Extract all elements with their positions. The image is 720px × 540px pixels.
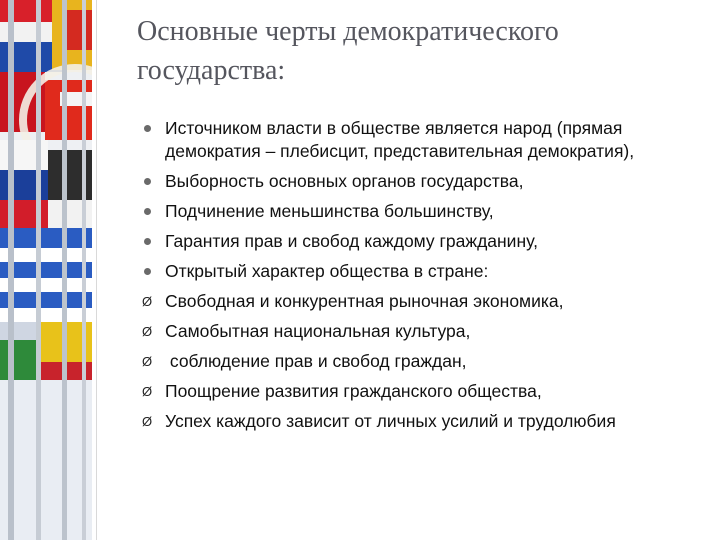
- list-item-text: Гарантия прав и свобод каждому гражданину,: [165, 231, 538, 251]
- arrow-icon: Ø: [142, 324, 153, 339]
- slide-title-line-1: Основные черты демократического: [137, 16, 559, 47]
- list-item: [142, 320, 707, 343]
- slide-divider: [96, 0, 97, 540]
- list-item-text: Свободная и конкурентная рыночная экономика,: [165, 291, 564, 311]
- list-item-text: Успех каждого зависит от личных усилий и трудолюбия: [165, 411, 616, 431]
- arrow-icon: Ø: [142, 414, 153, 429]
- dot-icon: [144, 125, 151, 132]
- list-item-text: Выборность основных органов государства,: [165, 171, 524, 191]
- list-item: [142, 170, 707, 193]
- list-item: [142, 230, 707, 253]
- list-item: [142, 117, 707, 163]
- list-item-text: Поощрение развития гражданского общества,: [165, 381, 542, 401]
- list-item-text: соблюдение прав и свобод граждан,: [165, 351, 467, 371]
- list-item: [142, 350, 707, 373]
- list-item-text: Подчинение меньшинства большинству,: [165, 201, 494, 221]
- list-item: [142, 260, 707, 283]
- list-item-text: Открытый характер общества в стране:: [165, 261, 489, 281]
- arrow-icon: Ø: [142, 354, 153, 369]
- dot-icon: [144, 208, 151, 215]
- dot-icon: [144, 268, 151, 275]
- list-item: [142, 380, 707, 403]
- list-item: [142, 200, 707, 223]
- list-item: [142, 290, 707, 313]
- flags-decoration-image: [0, 0, 92, 540]
- feature-list: [142, 117, 707, 433]
- slide-title: [137, 12, 697, 90]
- arrow-icon: Ø: [142, 294, 153, 309]
- slide-title-line-2: государства:: [137, 55, 286, 86]
- list-item: [142, 410, 707, 433]
- arrow-icon: Ø: [142, 384, 153, 399]
- dot-icon: [144, 178, 151, 185]
- list-item-text: Самобытная национальная культура,: [165, 321, 471, 341]
- dot-icon: [144, 238, 151, 245]
- list-item-text: Источником власти в обществе является народ (прямая демократия – плебисцит, представительная демократия),: [165, 118, 635, 161]
